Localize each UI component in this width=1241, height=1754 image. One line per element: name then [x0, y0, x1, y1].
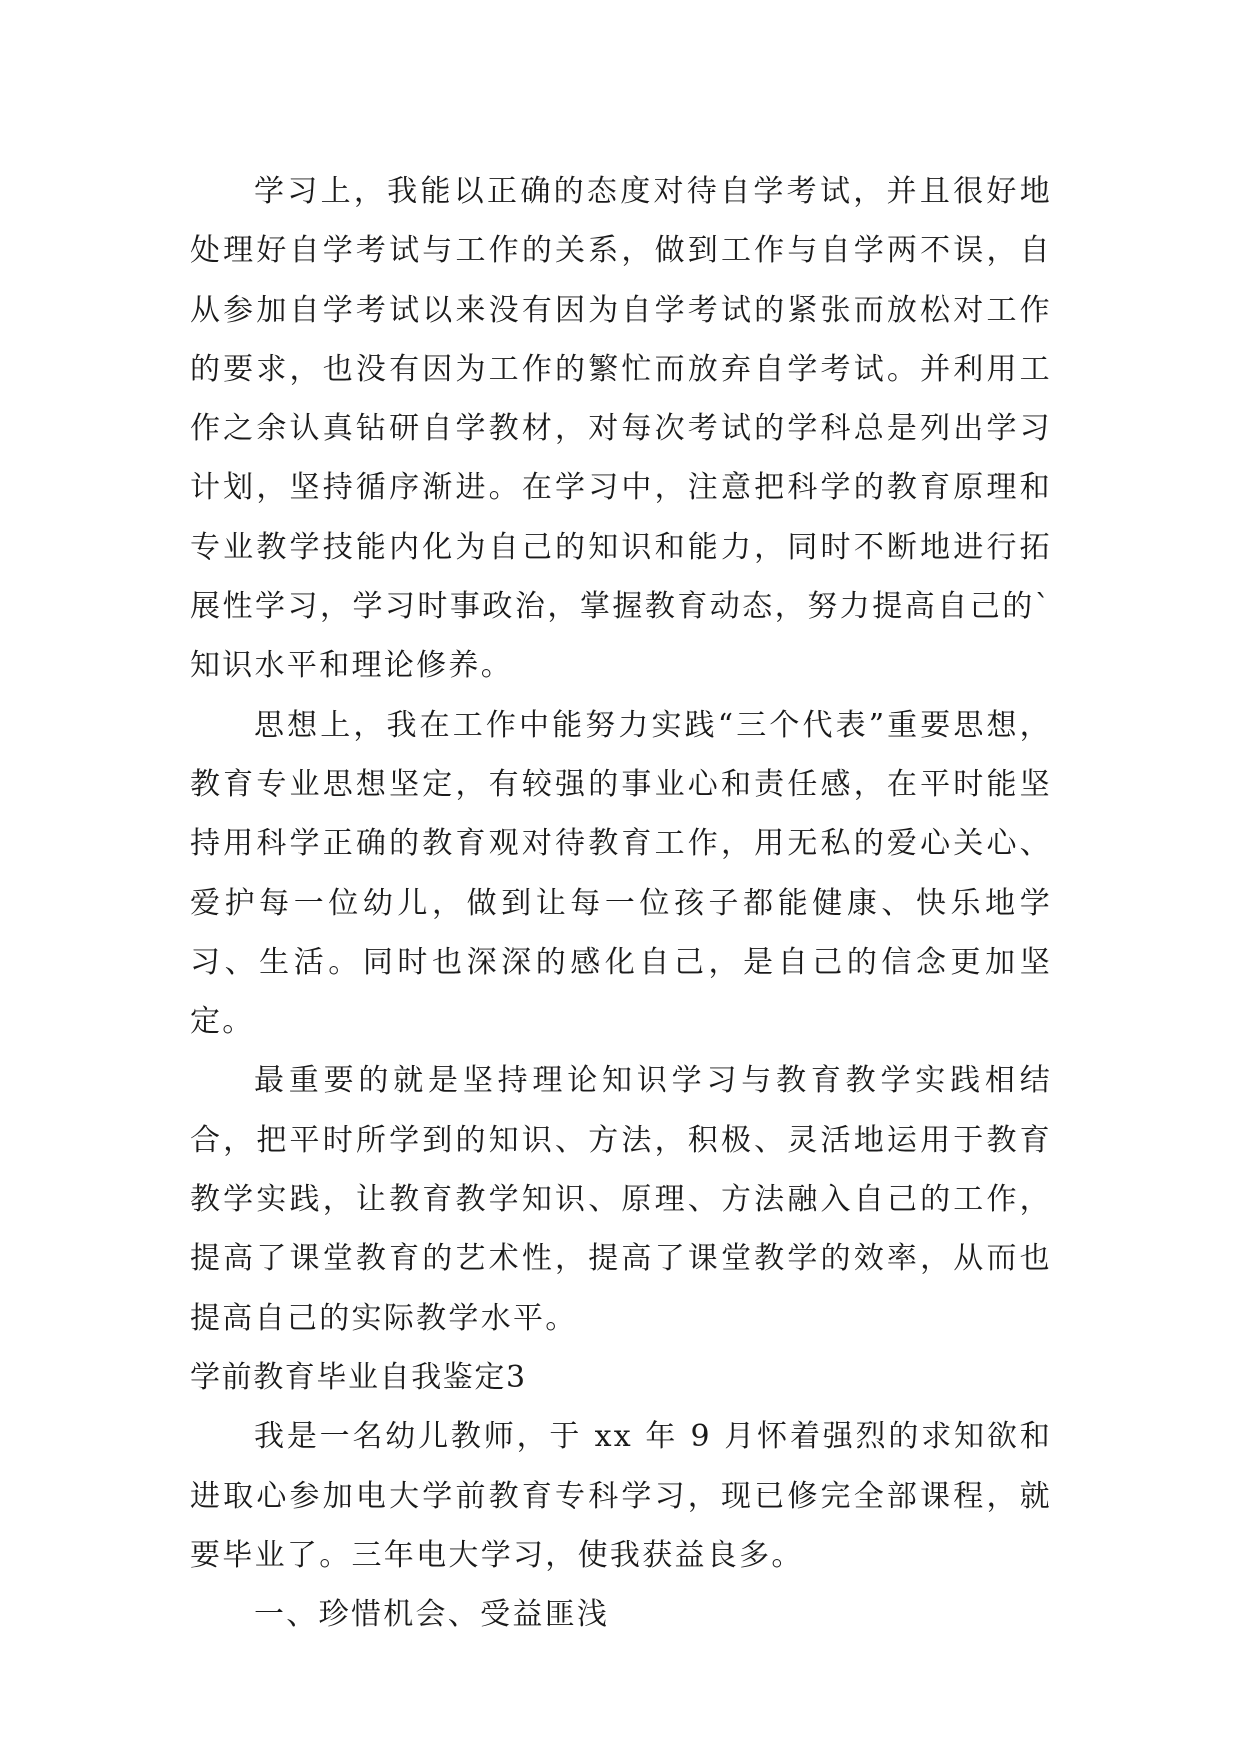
section-heading: 学前教育毕业自我鉴定3	[190, 1359, 527, 1395]
paragraph-ideology: 思想上，我在工作中能努力实践“三个代表”重要思想，教育专业思想坚定，有较强的事业心和责任感，在平时能坚持用科学正确的教育观对待教育工作，用无私的爱心关心、爱护每一位幼儿，做到让每一位孩子都能健康、快乐地学习、生活。同时也深深的感化自己，是自己的信念更加坚定。	[190, 707, 1052, 1040]
document-body	[190, 162, 1052, 1644]
paragraph-practice: 最重要的就是坚持理论知识学习与教育教学实践相结合，把平时所学到的知识、方法，积极、灵活地运用于教育教学实践，让教育教学知识、原理、方法融入自己的工作，提高了课堂教育的艺术性，提高了课堂教学的效率，从而也提高自己的实际教学水平。	[190, 1063, 1052, 1336]
paragraph-study: 学习上，我能以正确的态度对待自学考试，并且很好地处理好自学考试与工作的关系，做到工作与自学两不误，自从参加自学考试以来没有因为自学考试的紧张而放松对工作的要求，也没有因为工作的繁忙而放弃自学考试。并利用工作之余认真钻研自学教材，对每次考试的学科总是列出学习计划，坚持循序渐进。在学习中，注意把科学的教育原理和专业教学技能内化为自己的知识和能力，同时不断地进行拓展性学习，学习时事政治，掌握教育动态，努力提高自己的`知识水平和理论修养。	[190, 174, 1052, 684]
paragraph-subheading: 一、珍惜机会、受益匪浅	[254, 1597, 610, 1633]
paragraph-intro: 我是一名幼儿教师，于 xx 年 9 月怀着强烈的求知欲和进取心参加电大学前教育专科学习，现已修完全部课程，就要毕业了。三年电大学习，使我获益良多。	[190, 1419, 1052, 1573]
